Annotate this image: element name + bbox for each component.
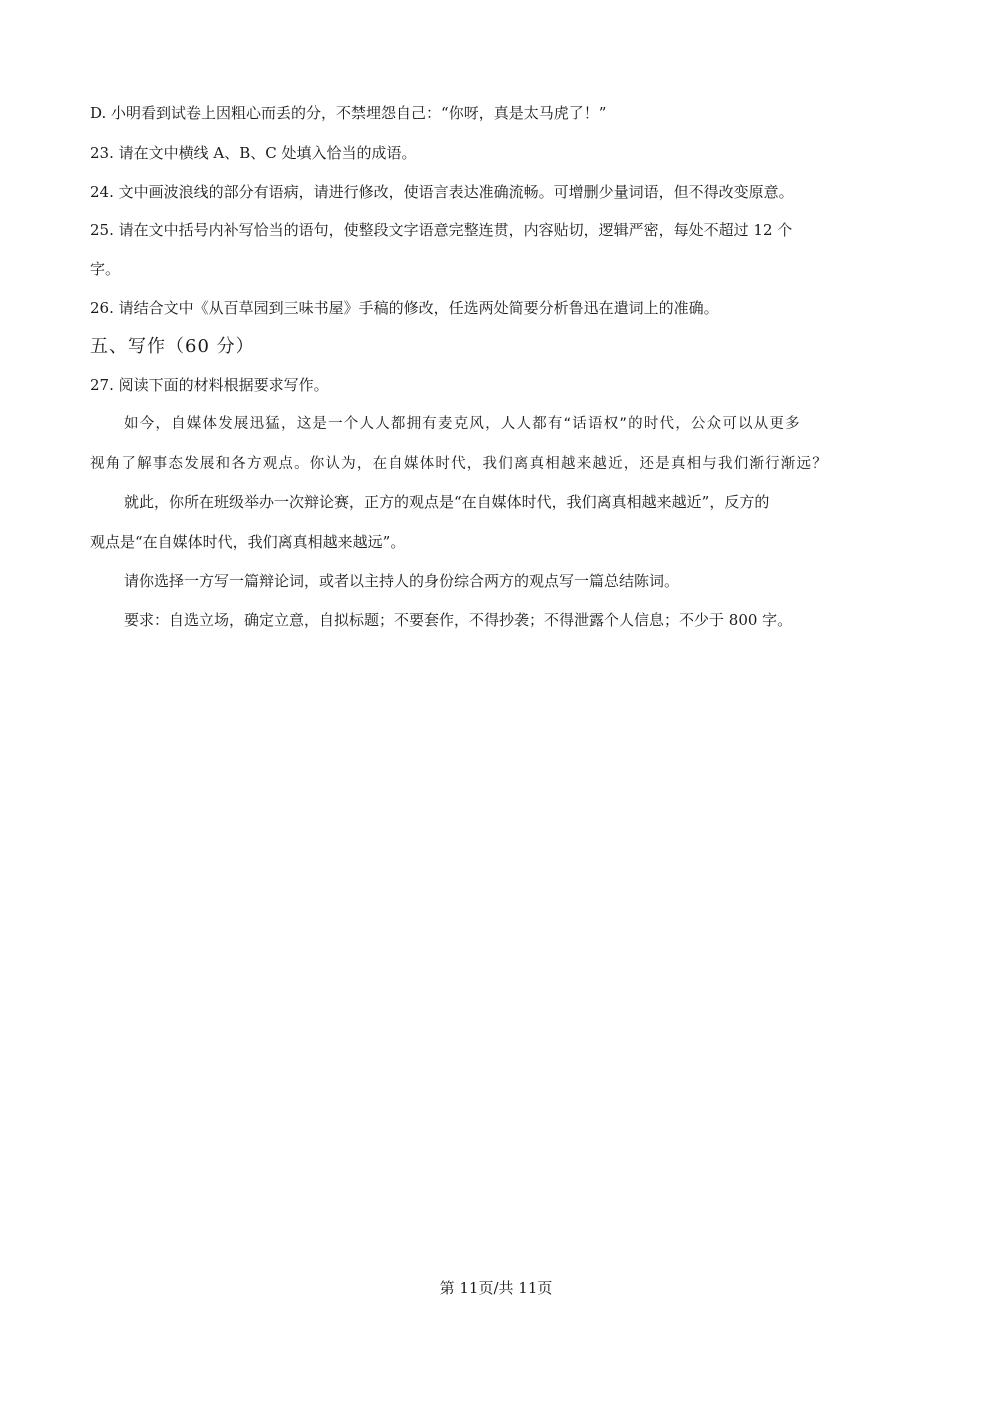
material-line-2: 视角了解事态发展和各方观点。你认为，在自媒体时代，我们离真相越来越近，还是真相与我们渐行渐远？: [90, 456, 828, 472]
debate-line-2: 观点是“在自媒体时代，我们离真相越来越远”。: [90, 533, 406, 551]
question-26: 26. 请结合文中《从百草园到三味书屋》手稿的修改，任选两处简要分析鲁迅在遣词上的准确。: [90, 299, 719, 317]
page-number-footer: 第 11页/共 11页: [439, 1279, 553, 1297]
writing-requirements: 要求：自选立场，确定立意，自拟标题；不要套作，不得抄袭；不得泄露个人信息；不少于 800 字。: [124, 611, 793, 629]
debate-line-1: 就此，你所在班级举办一次辩论赛，正方的观点是“在自媒体时代，我们离真相越来越近”，反方的: [124, 493, 770, 511]
question-25-line-2: 字。: [90, 260, 121, 278]
section-heading-writing: 五、写作（60 分）: [90, 336, 255, 357]
question-25-line-1: 25. 请在文中括号内补写恰当的语句，使整段文字语意完整连贯，内容贴切，逻辑严密，每处不超过 12 个: [90, 221, 793, 239]
writing-task: 请你选择一方写一篇辩论词，或者以主持人的身份综合两方的观点写一篇总结陈词。: [124, 572, 680, 590]
question-option-d: D. 小明看到试卷上因粗心而丢的分，不禁埋怨自己：“你呀，真是太马虎了！”: [90, 104, 607, 122]
question-27: 27. 阅读下面的材料根据要求写作。: [90, 376, 329, 394]
question-23: 23. 请在文中横线 A、B、C 处填入恰当的成语。: [90, 144, 417, 162]
question-24: 24. 文中画波浪线的部分有语病，请进行修改，使语言表达准确流畅。可增删少量词语，但不得改变原意。: [90, 183, 794, 201]
material-line-1: 如今，自媒体发展迅猛，这是一个人人都拥有麦克风，人人都有“话语权”的时代，公众可以从更多: [124, 416, 801, 432]
